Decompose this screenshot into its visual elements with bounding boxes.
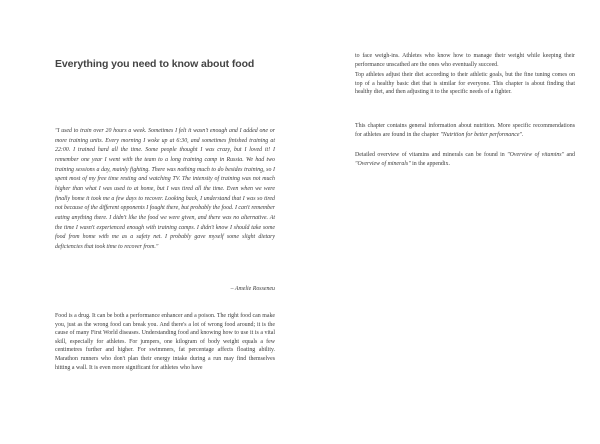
chapter-note-paragraph xyxy=(355,122,575,139)
appendix-paragraph xyxy=(355,151,575,168)
chapter-note-text: This chapter contains general information about nutrition. More specific recommendations for athletes are found in the chapter xyxy=(355,123,575,138)
intro-paragraph: Food is a drug. It can be both a performance enhancer and a poison. The right food can make you, just as the wrong food can break you. And there's a lot of wrong food around; it is the cause of many First World diseases. Understanding food and knowing how to use it is a vital skill, especially for athletes. For jumpers, one kilogram of body weight equals a few centimetres further and higher. For swimmers, fat percentage affects floating ability. Marathon runners who don't plan their energy intake during a run may find themselves hitting a wall. It is even more significant for athletes who have xyxy=(55,313,275,371)
athlete-quote: "I used to train over 20 hours a week. Sometimes I felt it wasn't enough and I added one or more training units. Every morning I woke up at 6:30, and sometimes finished training at 22:00. I trained hard all the time. Some people thought I was crazy, but I loved it! I remember one year I went with the team to a long training camp in Russia. We had two training sessions a day, mainly fighting. There was nothing much to do besides training, so I spent most of my free time resting and watching TV. The intensity of training was not much higher than what I was used to at home, but I was tired all the time. Even when we were finally home it took me a few days to recover. Looking back, I understand that I was so tired not because of the different opponents I fought there, but probably the food. I can't remember eating anything there. I didn't like the food we were given, and there was no alternative. At the time I wasn't experienced enough with training camps. I didn't know I should take some food from home with me as a safety net. I probably gave myself some slight dietary deficiencies that took time to recover from." xyxy=(55,128,275,250)
appendix-text-b: and xyxy=(564,152,575,158)
appendix-text-a: Detailed overview of vitamins and minerals can be found in xyxy=(355,152,508,158)
weigh-in-paragraph: to face weigh-ins. Athletes who know how to manage their weight while keeping their performance unscathed are the ones who eventually succeed. xyxy=(355,53,575,68)
appendix-end: in the appendix. xyxy=(410,160,450,167)
minerals-reference: "Overview of minerals" xyxy=(355,160,411,167)
quote-attribution: – Amelie Rosseneu xyxy=(230,286,275,292)
chapter-title: Everything you need to know about food xyxy=(55,58,255,70)
nutrition-chapter-reference: "Nutrition for better performance" xyxy=(440,131,522,138)
vitamins-reference: "Overview of vitamins" xyxy=(507,152,565,158)
chapter-note-end: . xyxy=(521,131,524,138)
diet-paragraph: Top athletes adjust their diet according to their athletic goals, but the fine tuning comes on top of a healthy basic diet that is similar for everyone. This chapter is about finding that healthy diet, and then adjusting it to the specific needs of a fighter. xyxy=(355,72,575,96)
